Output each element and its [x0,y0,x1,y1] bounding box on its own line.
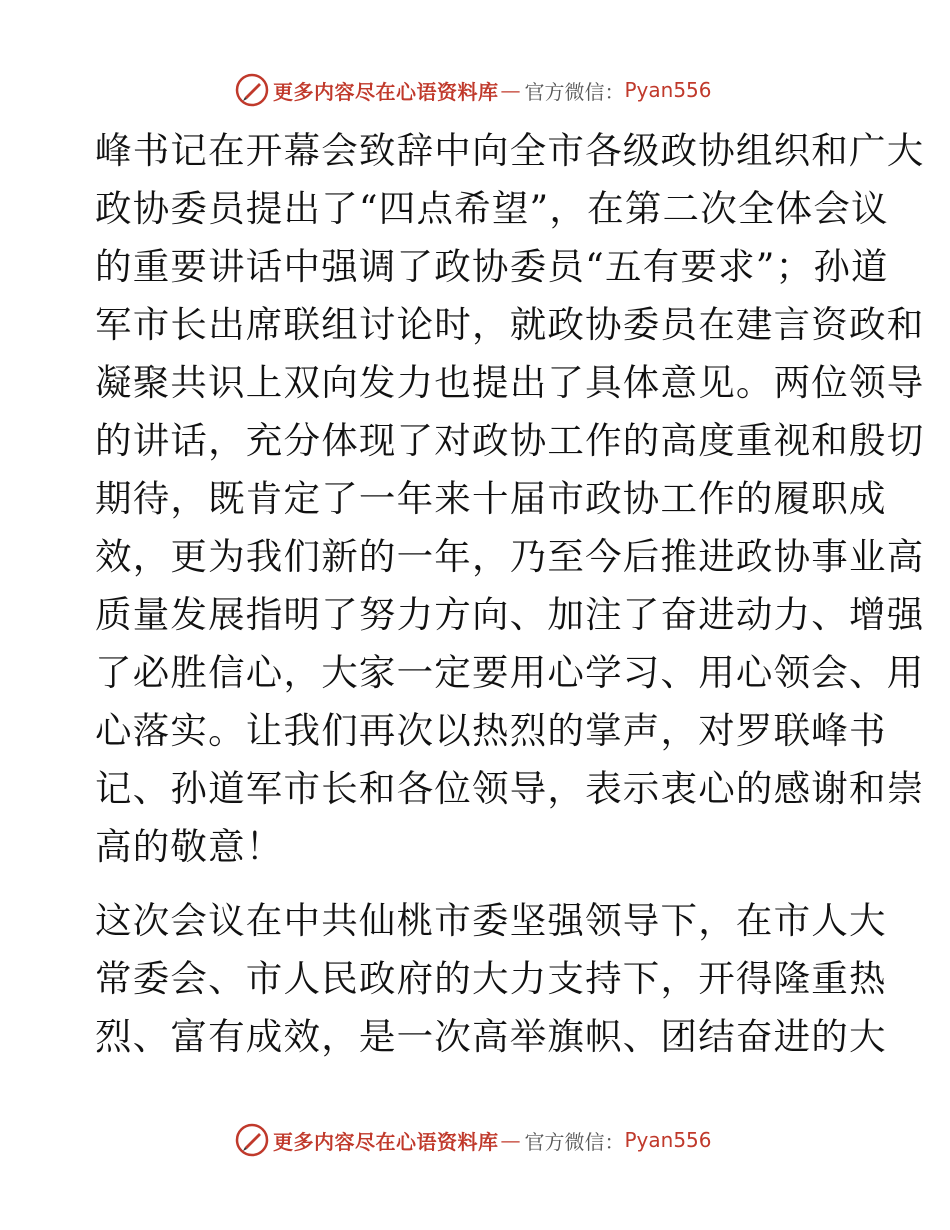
document-body [95,122,925,1066]
text-line: 了必胜信心，大家一定要用心学习、用心领会、用 [95,651,925,694]
text-line: 期待，既肯定了一年来十届市政协工作的履职成 [95,477,887,520]
banner-site-text: 更多内容尽在心语资料库 [273,1129,499,1154]
text-line: 这次会议在中共仙桃市委坚强领导下，在市人大 [95,899,887,942]
banner-handle: Pyan556 [624,1128,712,1152]
banner-handle: Pyan556 [624,78,712,102]
text-line: 心落实。让我们再次以热烈的掌声，对罗联峰书 [95,709,887,752]
text-line: 政协委员提出了“四点希望”，在第二次全体会议 [95,187,889,230]
logo-icon [235,73,269,107]
paragraph-spacer [95,876,865,892]
text-line: 军市长出席联组讨论时，就政协委员在建言资政和 [95,303,925,346]
logo-icon [235,1123,269,1157]
header-banner [235,70,712,110]
banner-site-text: 更多内容尽在心语资料库 [273,79,499,104]
text-line: 效，更为我们新的一年，乃至今后推进政协事业高 [95,535,925,578]
banner-dash: — [500,1128,521,1152]
text-line: 高的敬意！ [95,825,284,868]
text-line: 凝聚共识上双向发力也提出了具体意见。两位领导 [95,361,925,404]
text-line: 的重要讲话中强调了政协委员“五有要求”；孙道 [95,245,889,288]
banner-official-label: 官方微信： [524,79,625,104]
banner-dash: — [500,78,521,102]
text-line: 的讲话，充分体现了对政协工作的高度重视和殷切 [95,419,925,462]
text-line: 常委会、市人民政府的大力支持下，开得隆重热 [95,957,887,1000]
paragraph-2 [95,892,887,1066]
text-line: 记、孙道军市长和各位领导，表示衷心的感谢和崇 [95,767,925,810]
banner-official-label: 官方微信： [524,1129,625,1154]
text-line: 峰书记在开幕会致辞中向全市各级政协组织和广大 [95,129,925,172]
footer-banner [235,1120,712,1160]
paragraph-1 [95,122,925,876]
text-line: 烈、富有成效，是一次高举旗帜、团结奋进的大 [95,1015,887,1058]
text-line: 质量发展指明了努力方向、加注了奋进动力、增强 [95,593,925,636]
